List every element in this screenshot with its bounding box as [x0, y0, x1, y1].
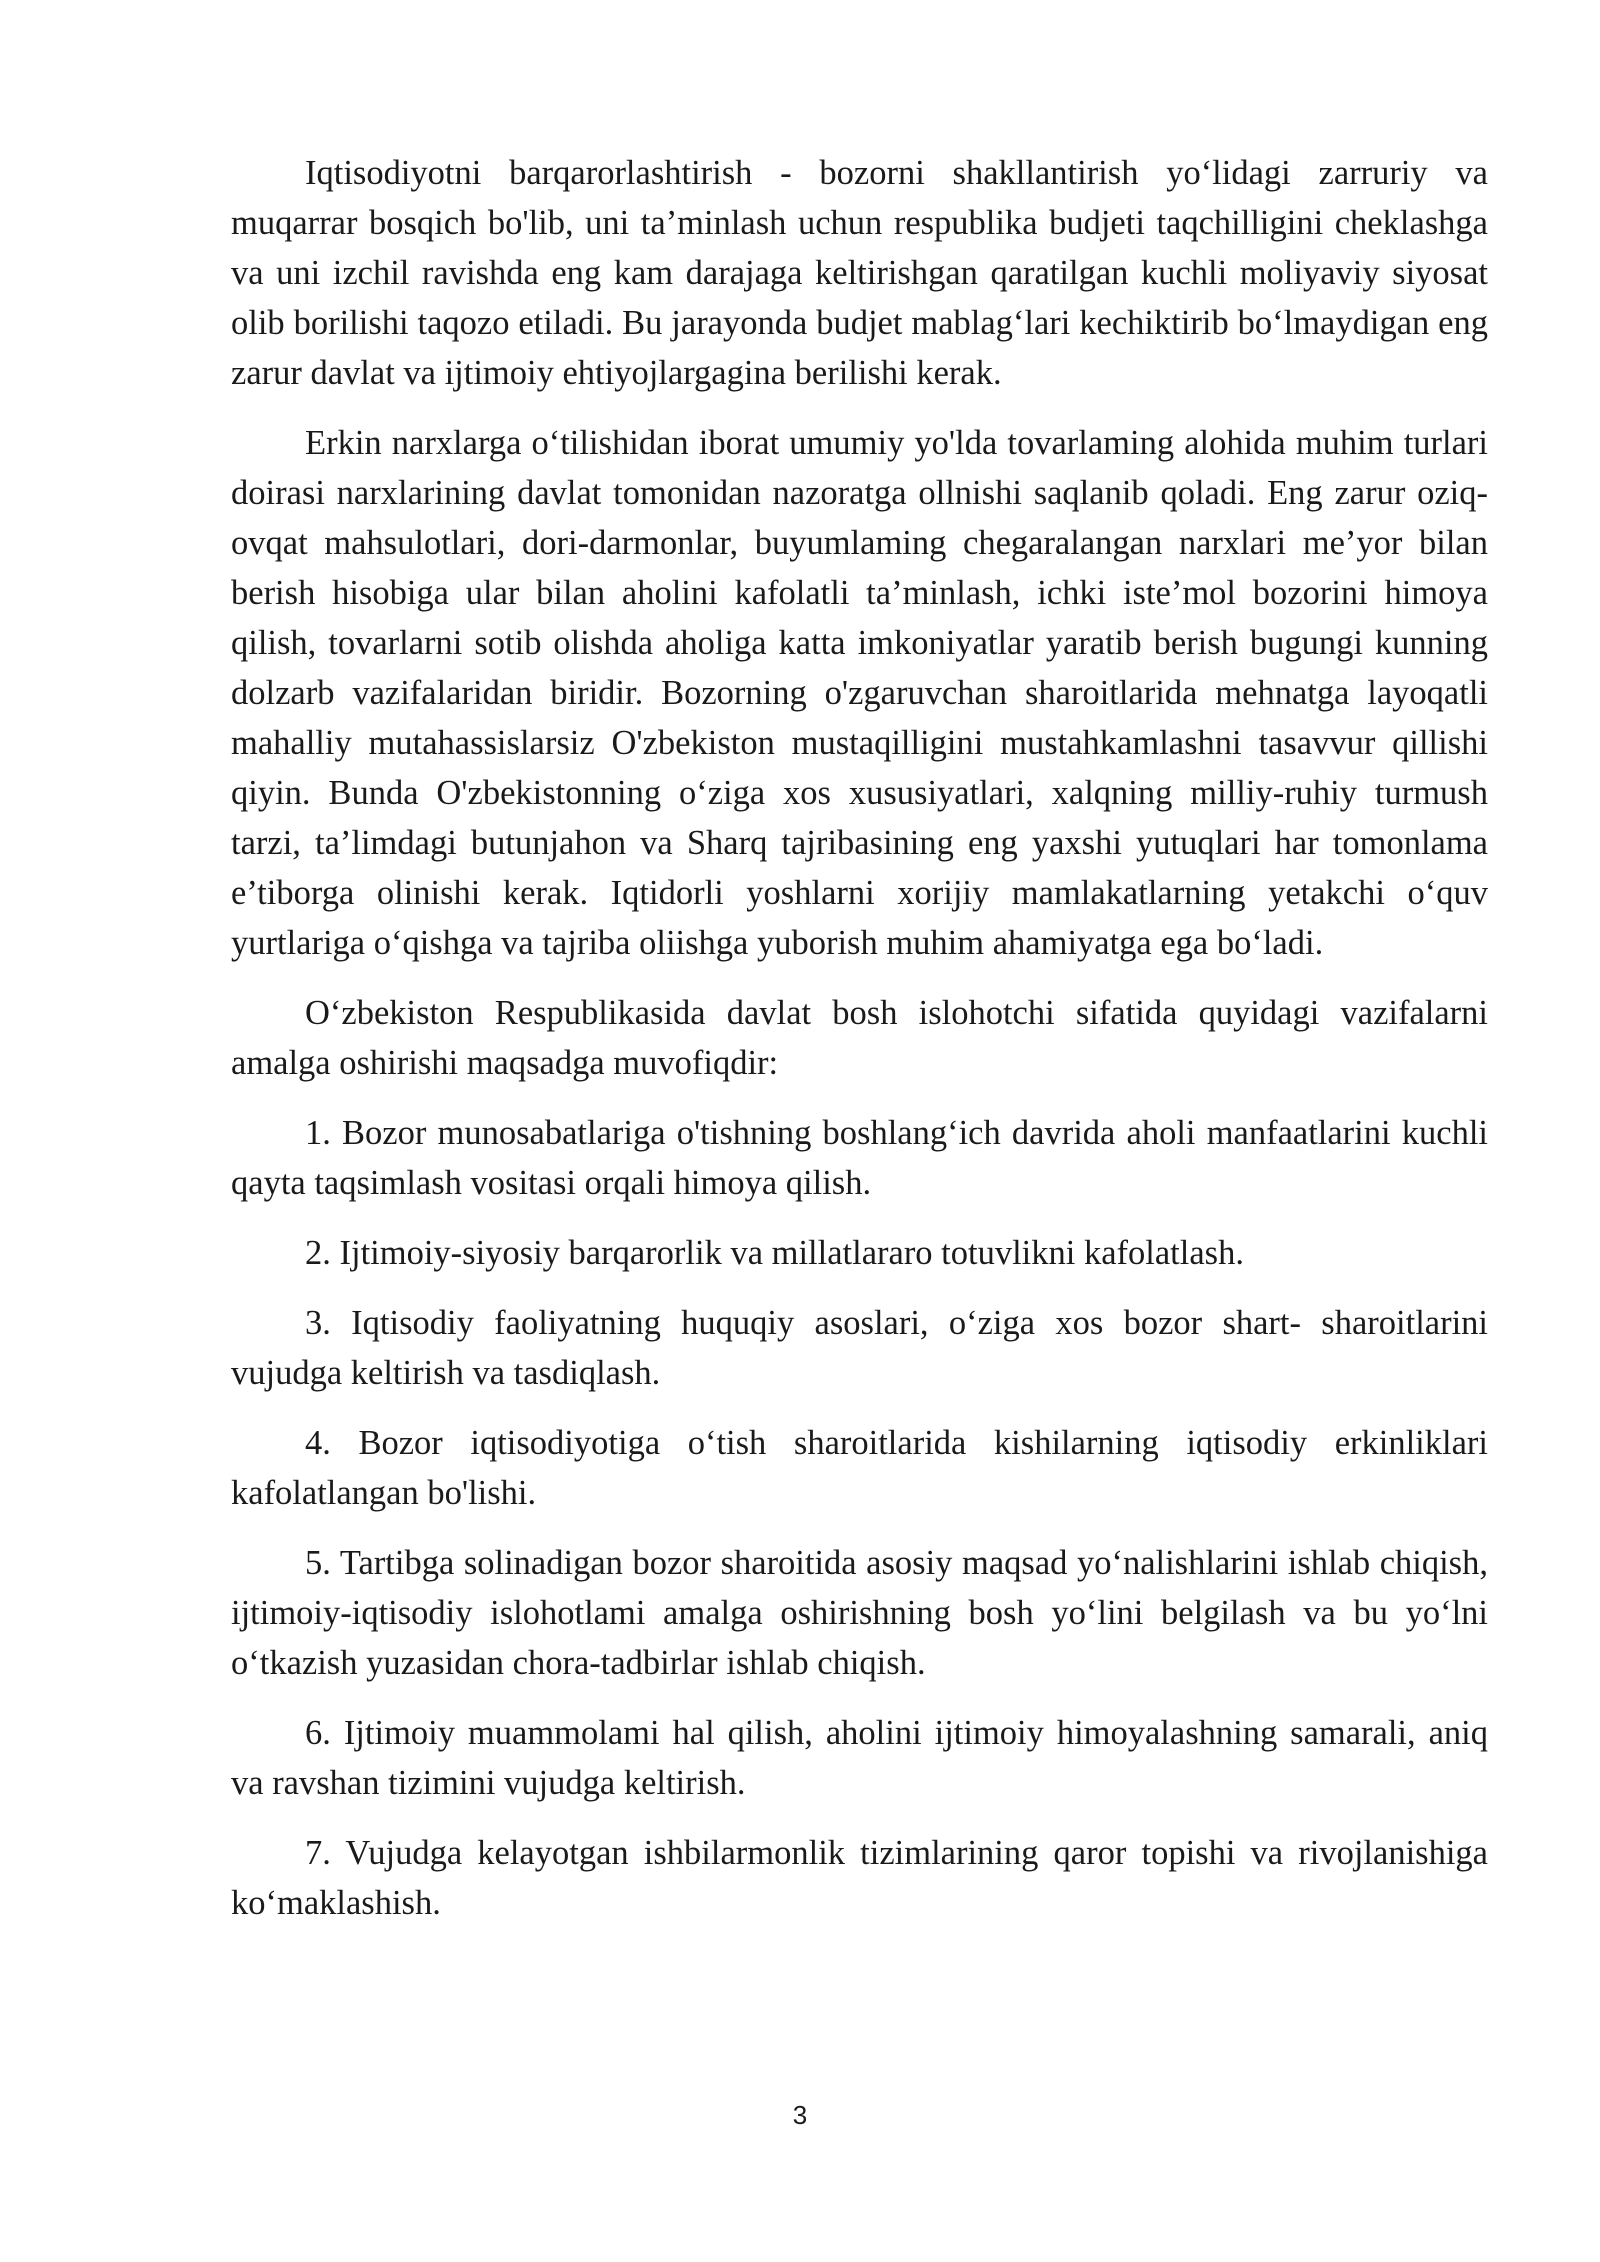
list-item-6: 6. Ijtimoiy muammolami hal qilish, aholini ijtimoiy himoyalashning samarali, aniq va ravshan tizimini vujudga keltirish.: [231, 1714, 1488, 1802]
document-body: [231, 148, 1488, 1948]
list-item-1: 1. Bozor munosabatlariga o'tishning boshlang‘ich davrida aholi manfaatlarini kuchli qayta taqsimlash vositasi orqali himoya qilish.: [231, 1114, 1488, 1202]
paragraph-free-prices: Erkin narxlarga o‘tilishidan iborat umumiy yo'lda tovarlaming alohida muhim turlari doirasi narxlarining davlat tomonidan nazoratga ollnishi saqlanib qoladi. Eng zarur oziq-ovqat mahsulotlari, dori-darmonlar, buyumlaming chegaralangan narxlari me’yor bilan berish hisobiga ular bilan aholini kafolatli ta’minlash, ichki iste’mol bozorini himoya qilish, tovarlarni sotib olishda aholiga katta imkoniyatlar yaratib berish bugungi kunning dolzarb vazifalaridan biridir. Bozorning o'zgaruvchan sharoitlarida mehnatga layoqatli mahalliy mutahassislarsiz O'zbekiston mustaqilligini mustahkamlashni tasavvur qillishi qiyin. Bunda O'zbekistonning o‘ziga xos xususiyatlari, xalqning milliy-ruhiy turmush tarzi, ta’limdagi butunjahon va Sharq tajribasining eng yaxshi yutuqlari har tomonlama e’tiborga olinishi kerak. Iqtidorli yoshlarni xorijiy mamlakatlarning yetakchi o‘quv yurtlariga o‘qishga va tajriba oliishga yuborish muhim ahamiyatga ega bo‘ladi.: [231, 424, 1488, 962]
list-item-7: 7. Vujudga kelayotgan ishbilarmonlik tizimlarining qaror topishi va rivojlanishiga ko‘maklashish.: [231, 1834, 1488, 1922]
page-number: 3: [792, 2100, 808, 2130]
list-item-4: 4. Bozor iqtisodiyotiga o‘tish sharoitlarida kishilarning iqtisodiy erkinliklari kafolatlangan bo'lishi.: [231, 1424, 1488, 1512]
paragraph-state-tasks-intro: O‘zbekiston Respublikasida davlat bosh islohotchi sifatida quyidagi vazifalarni amalga oshirishi maqsadga muvofiqdir:: [231, 994, 1488, 1082]
paragraph-stabilization: Iqtisodiyotni barqarorlashtirish - bozorni shakllantirish yo‘lidagi zarruriy va muqarrar bosqich bo'lib, uni ta’minlash uchun respublika budjeti taqchilligini cheklashga va uni izchil ravishda eng kam darajaga keltirishgan qaratilgan kuchli moliyaviy siyosat olib borilishi taqozo etiladi. Bu jarayonda budjet mablag‘lari kechiktirib bo‘lmaydigan eng zarur davlat va ijtimoiy ehtiyojlargagina berilishi kerak.: [231, 154, 1488, 392]
list-item-3: 3. Iqtisodiy faoliyatning huquqiy asoslari, o‘ziga xos bozor shart- sharoitlarini vujudga keltirish va tasdiqlash.: [231, 1304, 1488, 1392]
list-item-2: 2. Ijtimoiy-siyosiy barqarorlik va millatlararo totuvlikni kafolatlash.: [305, 1234, 1244, 1272]
list-item-5: 5. Tartibga solinadigan bozor sharoitida asosiy maqsad yo‘nalishlarini ishlab chiqish, ijtimoiy-iqtisodiy islohotlami amalga oshirishning bosh yo‘lini belgilash va bu yo‘lni o‘tkazish yuzasidan chora-tadbirlar ishlab chiqish.: [231, 1544, 1488, 1682]
